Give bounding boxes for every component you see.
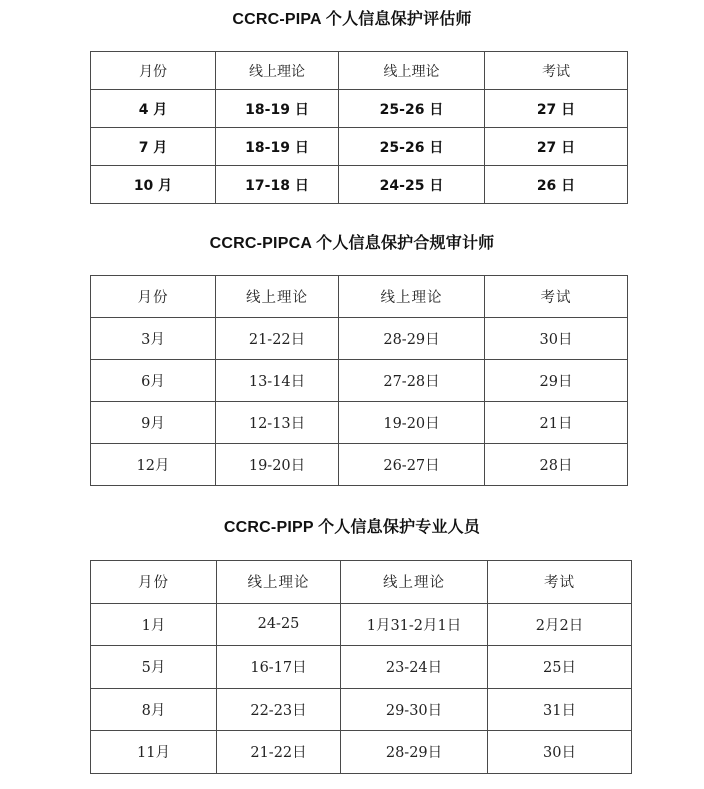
table-row [91,444,628,486]
cell-theory-2: 27-28日 [339,360,485,402]
cell-theory-1: 19-20日 [216,444,339,486]
table-row [91,166,628,204]
header-exam: 考试 [485,276,628,318]
cell-theory-1: 16-17日 [217,646,341,689]
header-exam: 考试 [488,561,632,604]
section-title-pipca: CCRC-PIPCA 个人信息保护合规审计师 [209,235,495,252]
cell-theory-2: 25-26 日 [339,128,485,166]
table-row [91,646,632,689]
cell-exam: 30日 [488,731,632,774]
table-row [91,688,632,731]
table-header-row [91,561,632,604]
header-online-theory-1: 线上理论 [217,561,341,604]
cell-month: 5月 [91,646,217,689]
cell-theory-1: 12-13日 [216,402,339,444]
cell-theory-1: 22-23日 [217,688,341,731]
table-header-row [91,276,628,318]
header-online-theory-2: 线上理论 [339,52,485,90]
cell-month: 12月 [91,444,216,486]
cell-theory-2: 29-30日 [341,688,488,731]
cell-month: 10 月 [91,166,216,204]
table-row [91,318,628,360]
header-month: 月份 [91,52,216,90]
header-exam: 考试 [485,52,628,90]
cell-month: 9月 [91,402,216,444]
cell-theory-2: 26-27日 [339,444,485,486]
cell-theory-2: 28-29日 [339,318,485,360]
cell-theory-1: 21-22日 [217,731,341,774]
table-row [91,402,628,444]
header-online-theory-2: 线上理论 [339,276,485,318]
cell-month: 7 月 [91,128,216,166]
cell-theory-2: 19-20日 [339,402,485,444]
cell-exam: 29日 [485,360,628,402]
schedule-table-pipa [90,51,628,204]
section-title-pipa: CCRC-PIPA 个人信息保护评估师 [232,11,472,28]
cell-month: 3月 [91,318,216,360]
schedule-table-pipp [90,560,632,774]
header-online-theory-1: 线上理论 [216,52,339,90]
cell-theory-1: 24-25 [217,603,341,646]
header-online-theory-2: 线上理论 [341,561,488,604]
cell-theory-1: 17-18 日 [216,166,339,204]
cell-exam: 25日 [488,646,632,689]
cell-theory-1: 18-19 日 [216,128,339,166]
table-row [91,360,628,402]
table-header-row [91,52,628,90]
table-row [91,90,628,128]
cell-month: 11月 [91,731,217,774]
cell-theory-2: 24-25 日 [339,166,485,204]
cell-exam: 31日 [488,688,632,731]
table-row [91,731,632,774]
cell-theory-1: 13-14日 [216,360,339,402]
header-month: 月份 [91,561,217,604]
table-row [91,128,628,166]
section-title-pipp: CCRC-PIPP 个人信息保护专业人员 [223,519,481,536]
cell-theory-1: 18-19 日 [216,90,339,128]
schedule-table-pipca [90,275,628,486]
cell-theory-2: 28-29日 [341,731,488,774]
cell-exam: 26 日 [485,166,628,204]
cell-month: 6月 [91,360,216,402]
cell-theory-1: 21-22日 [216,318,339,360]
cell-exam: 21日 [485,402,628,444]
cell-exam: 27 日 [485,128,628,166]
header-month: 月份 [91,276,216,318]
cell-exam: 28日 [485,444,628,486]
cell-month: 4 月 [91,90,216,128]
cell-exam: 30日 [485,318,628,360]
cell-theory-2: 1月31-2月1日 [341,603,488,646]
cell-theory-2: 25-26 日 [339,90,485,128]
cell-exam: 27 日 [485,90,628,128]
table-row [91,603,632,646]
cell-month: 8月 [91,688,217,731]
cell-exam: 2月2日 [488,603,632,646]
cell-theory-2: 23-24日 [341,646,488,689]
cell-month: 1月 [91,603,217,646]
header-online-theory-1: 线上理论 [216,276,339,318]
